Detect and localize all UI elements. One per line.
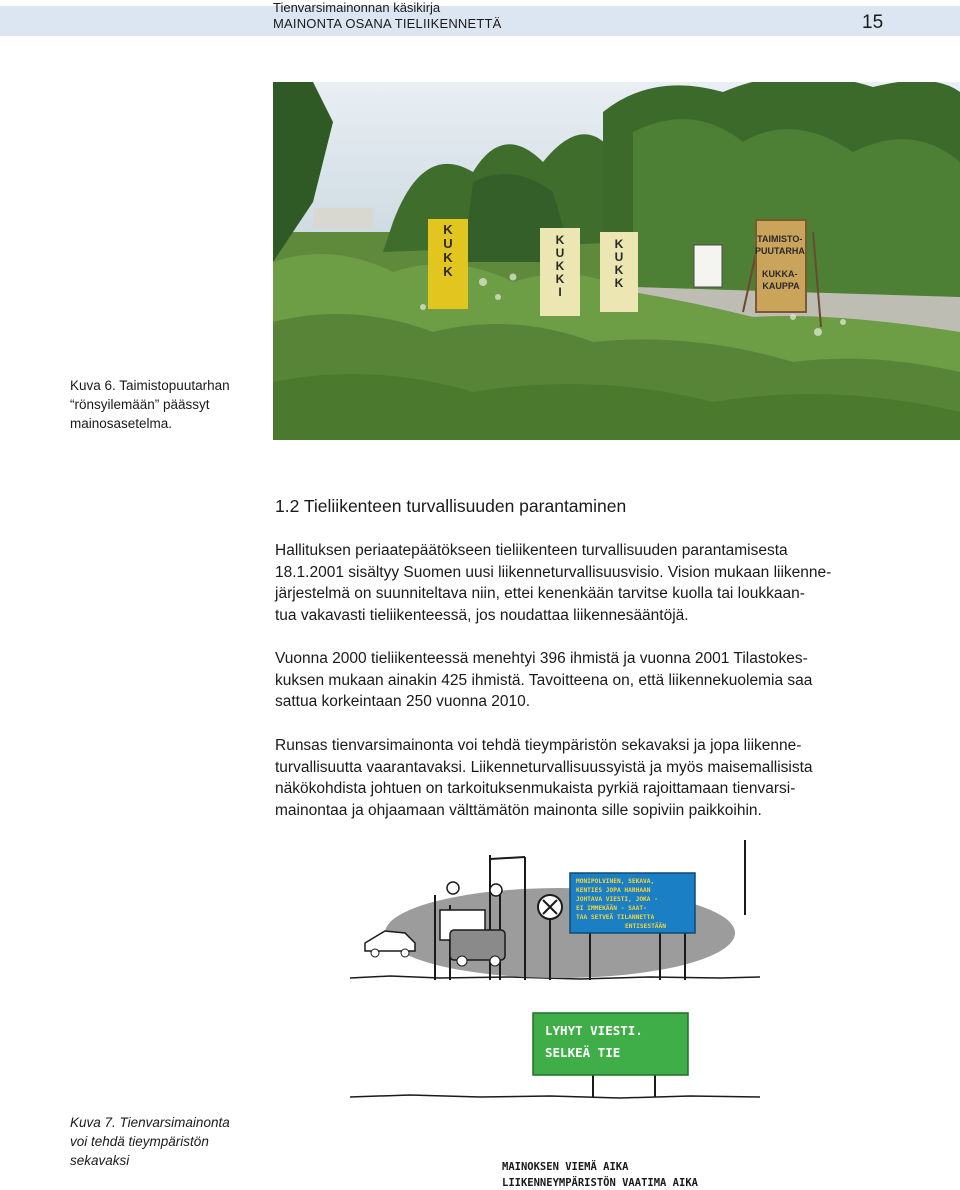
paragraph-line: Runsas tienvarsimainonta voi tehdä tieympäristön sekavaksi ja jopa liikenne-: [275, 737, 802, 754]
page-number: 15: [862, 12, 884, 33]
paragraph-3: [275, 735, 895, 821]
paragraph-line: kuksen mukaan ainakin 425 ihmistä. Tavoitteena on, että liikennekuolemia saa: [275, 671, 813, 689]
paragraph-line: Hallituksen periaatepäätökseen tieliikenteen turvallisuuden parantamisesta: [275, 542, 788, 559]
paragraph-line: turvallisuutta vaarantavaksi. Liikenneturvallisuussyistä ja myös maisemallisista: [275, 758, 813, 776]
sign-2-text: K U K K I: [555, 233, 565, 299]
blue-sign-line: EI IMMEKÄÄN - SAAT-: [576, 905, 647, 912]
board-line-4: KAUPPA: [762, 281, 800, 291]
header-section: MAINONTA OSANA TIELIIKENNETTÄ: [273, 16, 502, 31]
blue-sign-line: MONIPOLVINEN, SEKAVA,: [576, 878, 655, 885]
figure-7-caption: [70, 1113, 260, 1170]
header-title: Tienvarsimainonnan käsikirja: [273, 0, 441, 15]
green-sign-line: LYHYT VIESTI.: [545, 1023, 643, 1038]
board-line-3: KUKKA-: [761, 269, 798, 279]
paragraph-1: [275, 540, 895, 626]
caption-line: “rönsyilemään” päässyt: [70, 397, 210, 412]
paragraph-line: sattua korkeintaan 250 vuonna 2010.: [275, 693, 531, 710]
paragraph-line: järjestelmä on suunniteltava niin, ettei kenenkään tarvitse kuolla tai loukkaan-: [275, 585, 805, 602]
paragraph-2: [275, 648, 895, 713]
caption-line: Kuva 7. Tienvarsimainonta: [70, 1115, 230, 1130]
green-sign-line: SELKEÄ TIE: [545, 1045, 621, 1060]
paragraph-line: tua vakavasti tieliikenteessä, jos noudattaa liikennesääntöjä.: [275, 606, 689, 624]
blue-sign-line: TAA SETVEÄ TILANNETTA: [576, 914, 655, 921]
paragraph-line: Vuonna 2000 tieliikenteessä menehtyi 396 ihmistä ja vuonna 2001 Tilastokes-: [275, 650, 808, 667]
caption-line: voi tehdä tieympäristön: [70, 1134, 209, 1149]
board-line-1: TAIMISTO-: [757, 234, 803, 244]
paragraph-line: näkökohdista johtuen on tarkoituksenmukaista pyrkiä rajoittamaan tienvarsi-: [275, 780, 796, 797]
sign-3-text: K U K K: [614, 237, 624, 290]
nursery-signs-photo: [273, 82, 960, 440]
blue-sign-line: JOHTAVA VIESTI, JOKA -: [576, 896, 658, 903]
figure-6-caption: [70, 376, 260, 433]
paragraph-line: 18.1.2001 sisältyy Suomen uusi liikenneturvallisuusvisio. Vision mukaan liikenne-: [275, 563, 832, 581]
board-line-2: PUUTARHA: [754, 246, 805, 256]
sign-1-text: K U K K: [443, 222, 453, 279]
svg-text:MAINOKSEN VIEMÄ AIKA LII: [502, 1159, 699, 1189]
paragraph-line: mainontaa ja ohjaamaan välttämätön mainonta sille sopiviin paikkoihin.: [275, 801, 762, 819]
caption-line: mainosasetelma.: [70, 416, 173, 431]
caption-line: Kuva 6. Taimistopuutarhan: [70, 378, 230, 393]
section-heading: 1.2 Tieliikenteen turvallisuuden parantaminen: [275, 496, 627, 516]
blue-sign-line: KENTIES JOPA HARHAAN: [576, 887, 651, 894]
handwritten-note-line: MAINOKSEN VIEMÄ AIKA: [502, 1161, 629, 1173]
roadside-advertising-illustration: [350, 835, 760, 1190]
handwritten-note-line: LIIKENNEYMPÄRISTÖN VAATIMA AIKA: [502, 1177, 698, 1189]
caption-line: sekavaksi: [70, 1153, 130, 1168]
blue-sign-line: ENTISESTÄÄN: [625, 923, 666, 930]
